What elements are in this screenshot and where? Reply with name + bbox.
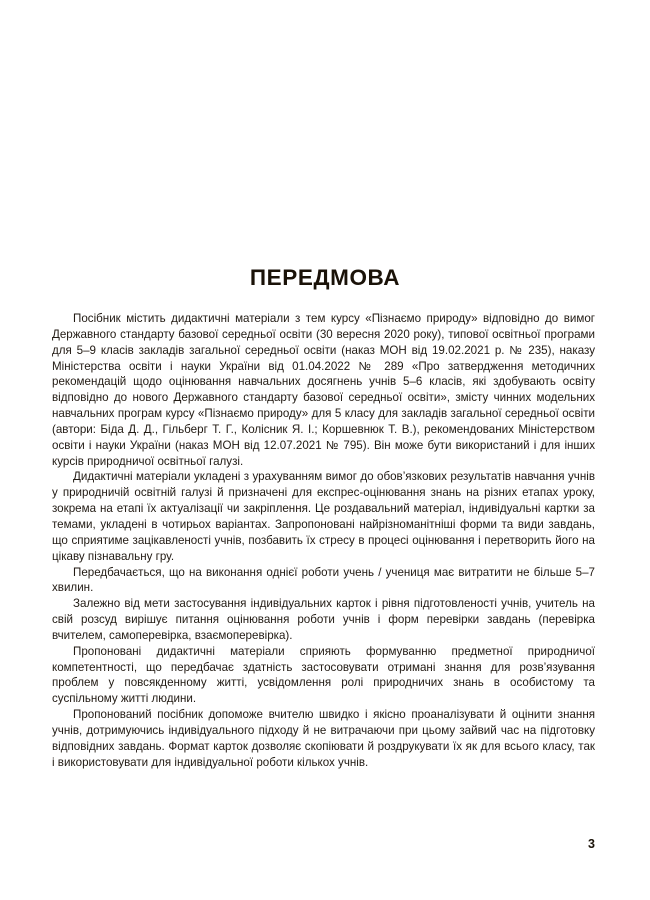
document-body bbox=[52, 311, 595, 770]
paragraph: Передбачається, що на виконання однієї роботи учень / учениця має витратити не більше 5–7 хвилин. bbox=[52, 565, 595, 595]
paragraph: Залежно від мети застосування індивідуальних карток і рівня підготовленості учнів, учитель на свій розсуд вирішує питання оцінювання роботи учнів і форм перевірки завдань (перевірка вчителем, самоперевірка, взаємоперевірка). bbox=[52, 597, 595, 642]
page-title: ПЕРЕДМОВА bbox=[249, 265, 401, 291]
paragraph: Дидактичні матеріали укладені з урахуванням вимог до обов’язкових результатів навчання учнів у природничій освітній галузі й призначені для експрес-оцінювання знань на різних етапах уроку, зокрема на етапі їх актуалізації чи закріплення. Це роздавальний матеріал, індивідуальні картки за темами, укладені в чотирьох варіантах. Запропоновані найрізноманітніші форми та види завдань, що сприятиме зацікавленості учнів, позбавить їх стресу в процесі оцінювання і перетворить його на цікаву пізнавальну гру. bbox=[52, 470, 595, 563]
page-number: 3 bbox=[588, 837, 595, 851]
paragraph: Посібник містить дидактичні матеріали з тем курсу «Пізнаємо природу» відповідно до вимог Державного стандарту базової середньої освіти (30 вересня 2020 року), типової освітньої програми для 5–9 класів закладів загальної середньої освіти (наказ МОН від 19.02.2021 р. № 235), наказу Міністерства освіти і науки України від 01.04.2022 № 289 «Про затвердження методичних рекомендацій щодо оцінювання навчальних досягнень учнів 5–6 класів, які здобувають освіту відповідно до нового Державного стандарту базової середньої освіти», змісту чинних модельних навчальних програм курсу «Пізнаємо природу» для 5 класу для закладів загальної середньої освіти (автори: Біда Д. Д., Гільберг Т. Г., Колісник Я. І.; Коршевнюк Т. В.), рекомендованих Міністерством освіти і науки України (наказ МОН від 12.07.2021 № 795). Він може бути використаний і для інших курсів природничої освітньої галузі. bbox=[52, 312, 595, 468]
paragraph: Пропонований посібник допоможе вчителю швидко і якісно проаналізувати й оцінити знання учнів, дотримуючись індивідуального підходу й не витрачаючи при цьому зайвий час на підготовку відповідних завдань. Формат карток дозволяє скопіювати й роздрукувати їх як для всього класу, так і використовувати для індивідуальної роботи кількох учнів. bbox=[52, 708, 595, 769]
paragraph: Пропоновані дидактичні матеріали сприяють формуванню предметної природничої компетентності, що передбачає здатність застосовувати отримані знання для розв’язування проблем у повсякденному житті, усвідомлення ролі природничих знань в особистому та суспільному житті людини. bbox=[52, 644, 595, 706]
